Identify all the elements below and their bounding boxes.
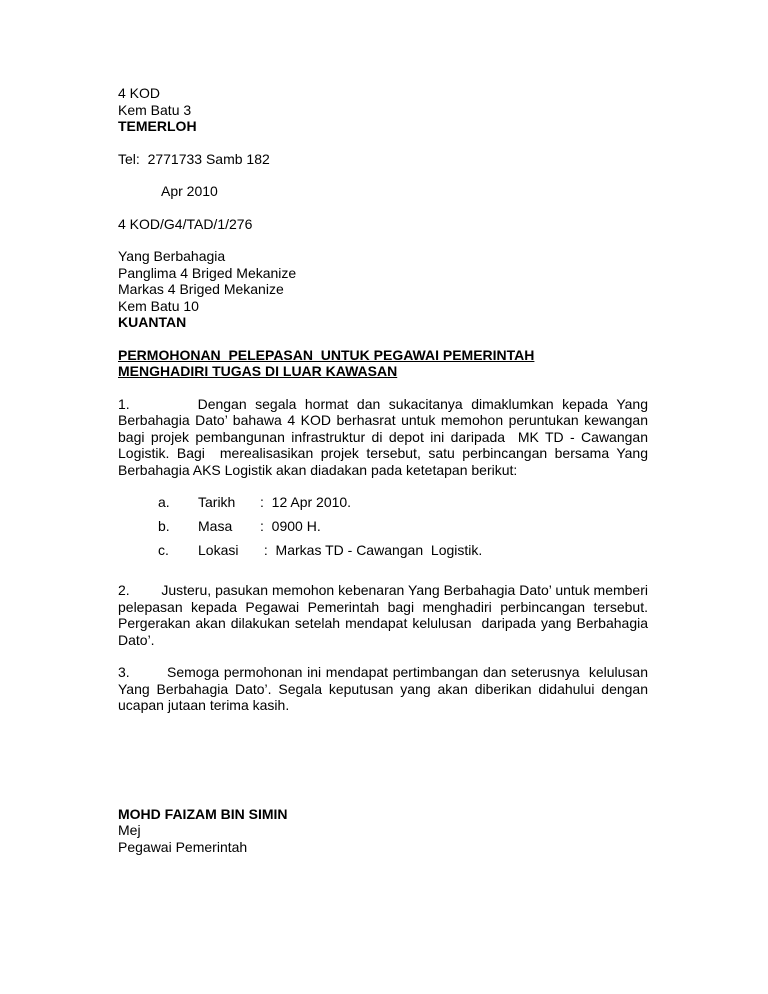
subject-line-1: PERMOHONAN PELEPASAN UNTUK PEGAWAI PEMERINTAH — [118, 346, 535, 363]
signature-block — [118, 806, 648, 856]
telephone — [118, 151, 648, 168]
recipient-town: KUANTAN — [118, 314, 187, 330]
detail-value: : 0900 H. — [260, 518, 321, 534]
detail-item-time — [118, 518, 648, 542]
detail-letter: b. — [158, 518, 170, 534]
letter-page — [118, 85, 652, 855]
detail-label: Lokasi — [198, 542, 239, 558]
recipient-salutation: Yang Berbahagia — [118, 248, 226, 264]
detail-value: : 12 Apr 2010. — [260, 494, 352, 510]
detail-value: : Markas TD - Cawangan Logistik. — [260, 542, 483, 558]
paragraph-3: 3. Semoga permohonan ini mendapat pertimbangan dan seterusnya kelulusan Yang Berbahagia Dato’. Segala keputusan yang akan diberikan didahului dengan ucapan jutaan terima kasih. — [118, 664, 652, 713]
recipient-title: Panglima 4 Briged Mekanize — [118, 264, 297, 281]
sender-camp: Kem Batu 3 — [118, 101, 192, 118]
subject-line-2: MENGHADIRI TUGAS DI LUAR KAWASAN — [118, 363, 398, 379]
sender-address — [118, 85, 648, 135]
recipient-address — [118, 248, 648, 331]
signatory-position: Pegawai Pemerintah — [118, 838, 248, 855]
sender-town: TEMERLOH — [118, 118, 197, 134]
sender-unit: 4 KOD — [118, 85, 161, 101]
subject-heading — [118, 347, 648, 380]
reference-number — [118, 216, 648, 233]
signatory-rank: Mej — [118, 822, 141, 838]
recipient-camp: Kem Batu 10 — [118, 297, 199, 314]
recipient-office: Markas 4 Briged Mekanize — [118, 281, 284, 297]
paragraph-1: 1. Dengan segala hormat dan sukacitanya dimaklumkan kepada Yang Berbahagia Dato’ bahawa 4 KOD berhasrat untuk memohon peruntukan kewangan bagi projek pembangunan infrastruktur di depot ini daripada MK TD - Cawangan Logistik. Bagi merealisasikan projek tersebut, satu perbincangan bersama Yang Berbahagia AKS Logistik akan diadakan pada ketetapan berikut: — [118, 395, 652, 478]
reference-text: 4 KOD/G4/TAD/1/276 — [118, 215, 253, 232]
paragraph-2: 2. Justeru, pasukan memohon kebenaran Yang Berbahagia Dato’ untuk memberi pelepasan kepada Pegawai Pemerintah bagi menghadiri perbincangan tersebut. Pergerakan akan dilakukan setelah mendapat kelulusan daripada yang Berbahagia Dato’. — [118, 582, 652, 648]
detail-item-date — [118, 494, 648, 518]
detail-letter: a. — [158, 494, 170, 510]
letter-date — [118, 183, 648, 200]
telephone-number: Tel: 2771733 Samb 182 — [118, 150, 270, 167]
letter-date-text: Apr 2010 — [161, 183, 218, 199]
detail-item-location — [118, 542, 648, 566]
detail-label: Tarikh — [198, 494, 236, 510]
detail-letter: c. — [158, 542, 169, 558]
signatory-name: MOHD FAIZAM BIN SIMIN — [118, 805, 288, 822]
detail-label: Masa — [198, 518, 233, 534]
meeting-details-list — [118, 494, 648, 566]
